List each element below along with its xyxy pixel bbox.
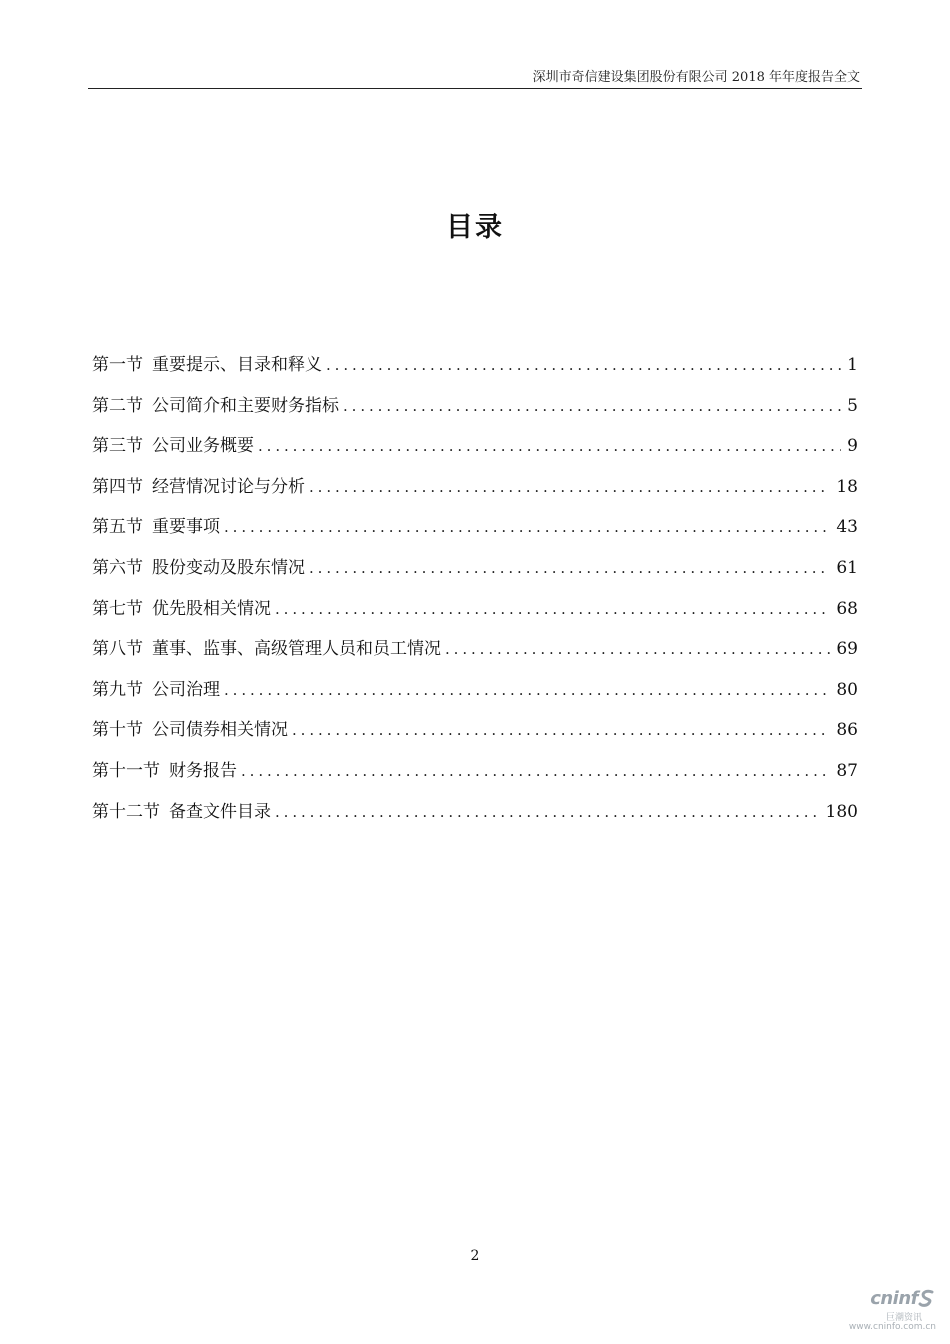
toc-section-title: 备查文件目录 — [169, 801, 271, 822]
toc-page-number: 180 — [825, 801, 858, 822]
running-header: 深圳市奇信建设集团股份有限公司 2018 年年度报告全文 — [532, 70, 860, 85]
toc-dot-leader — [309, 559, 830, 577]
toc-section-title: 重要事项 — [152, 517, 220, 538]
table-of-contents — [92, 350, 858, 837]
toc-dot-leader — [326, 356, 841, 374]
toc-section-number: 第六节 — [92, 557, 143, 578]
toc-page-number: 61 — [836, 557, 858, 578]
toc-section-number: 第八节 — [92, 639, 143, 660]
watermark-url: www.cninfo.com.cn — [848, 1322, 936, 1332]
toc-section-number: 第五节 — [92, 517, 143, 538]
toc-section-number: 第九节 — [92, 679, 143, 700]
cninfo-logo-icon — [918, 1289, 936, 1309]
toc-entry[interactable] — [92, 715, 858, 756]
toc-section-number: 第十节 — [92, 720, 143, 741]
toc-section-title: 公司简介和主要财务指标 — [152, 395, 339, 416]
toc-section-number: 第三节 — [92, 436, 143, 457]
toc-page-number: 68 — [836, 598, 858, 619]
toc-dot-leader — [275, 803, 820, 821]
toc-section-number: 第二节 — [92, 395, 143, 416]
toc-section-title: 董事、监事、高级管理人员和员工情况 — [152, 639, 441, 660]
toc-dot-leader — [241, 762, 830, 780]
toc-page-number: 18 — [836, 476, 858, 497]
toc-page-number: 80 — [836, 679, 858, 700]
toc-section-title: 股份变动及股东情况 — [152, 557, 305, 578]
toc-section-number: 第四节 — [92, 476, 143, 497]
toc-section-number: 第一节 — [92, 355, 143, 375]
toc-section-number: 第十二节 — [92, 801, 160, 822]
toc-page-number: 87 — [836, 760, 858, 781]
watermark-brand: cninf — [870, 1288, 918, 1309]
toc-section-title: 公司治理 — [152, 679, 220, 700]
toc-section-number: 第十一节 — [92, 760, 160, 781]
toc-dot-leader — [275, 600, 830, 618]
cninfo-watermark — [848, 1288, 936, 1334]
toc-section-title: 公司业务概要 — [152, 436, 254, 457]
toc-dot-leader — [258, 437, 841, 455]
toc-entry[interactable] — [92, 634, 858, 675]
toc-section-title: 经营情况讨论与分析 — [152, 476, 305, 497]
toc-section-title: 公司债券相关情况 — [152, 720, 288, 741]
toc-page-number: 43 — [836, 517, 858, 538]
toc-entry[interactable] — [92, 797, 858, 838]
toc-dot-leader — [445, 640, 830, 658]
toc-section-title: 财务报告 — [169, 760, 237, 781]
toc-section-title: 重要提示、目录和释义 — [152, 355, 322, 375]
header-rule — [88, 88, 862, 89]
toc-dot-leader — [224, 681, 830, 699]
page-number: 2 — [470, 1248, 480, 1264]
watermark-subtitle: 巨潮资讯 — [885, 1313, 922, 1323]
toc-entry[interactable] — [92, 594, 858, 635]
toc-entry[interactable] — [92, 472, 858, 513]
toc-entry[interactable] — [92, 391, 858, 432]
page-title: 目录 — [446, 212, 504, 243]
toc-entry[interactable] — [92, 350, 858, 391]
toc-page-number: 69 — [836, 639, 858, 660]
toc-page-number: 1 — [847, 355, 858, 375]
toc-dot-leader — [224, 518, 830, 536]
toc-page-number: 9 — [847, 436, 858, 457]
toc-section-title: 优先股相关情况 — [152, 598, 271, 619]
toc-entry[interactable] — [92, 431, 858, 472]
toc-section-number: 第七节 — [92, 598, 143, 619]
toc-entry[interactable] — [92, 553, 858, 594]
toc-entry[interactable] — [92, 512, 858, 553]
toc-entry[interactable] — [92, 675, 858, 716]
toc-page-number: 5 — [847, 395, 858, 416]
toc-dot-leader — [309, 478, 830, 496]
toc-entry[interactable] — [92, 756, 858, 797]
toc-page-number: 86 — [836, 720, 858, 741]
toc-dot-leader — [343, 397, 841, 415]
toc-dot-leader — [292, 721, 830, 739]
